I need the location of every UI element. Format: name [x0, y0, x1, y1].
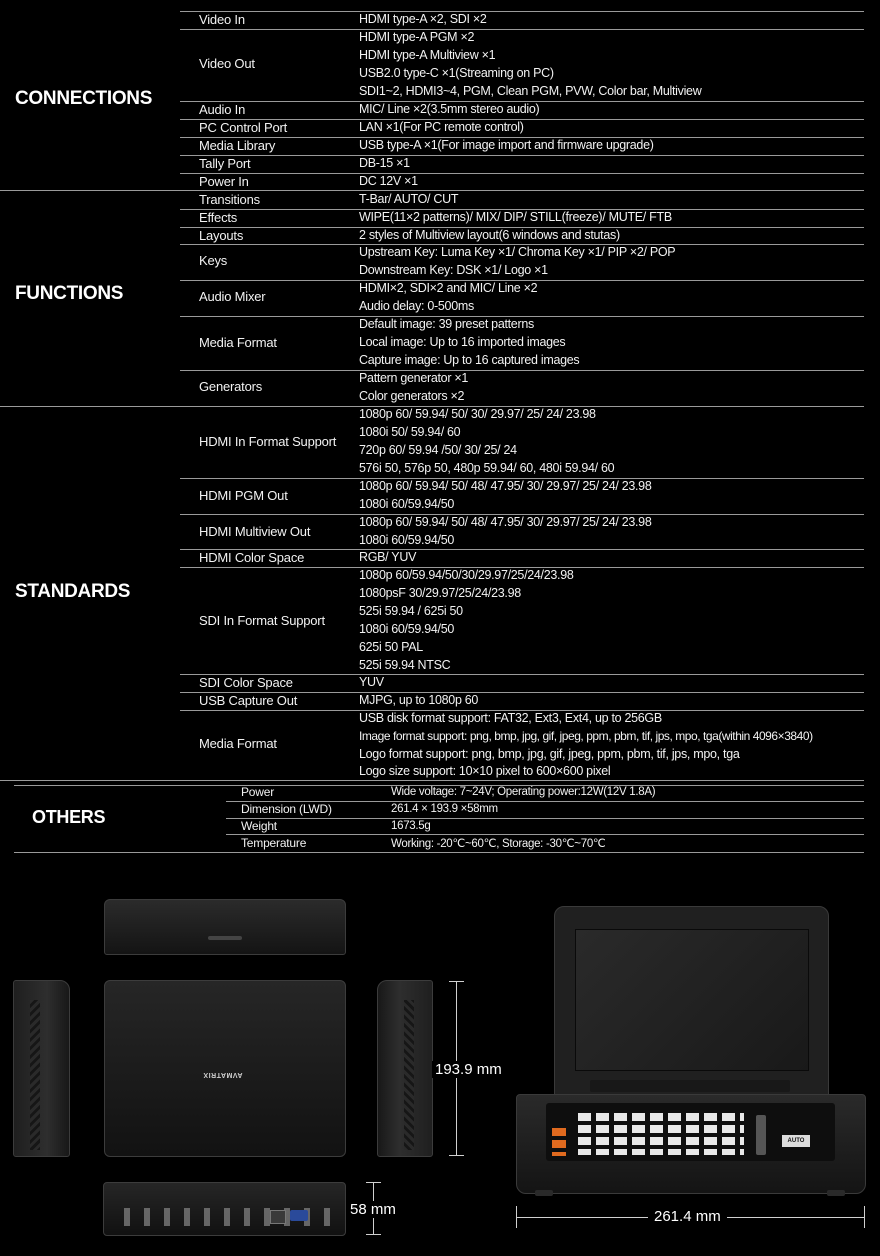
- device-foot: [827, 1190, 845, 1196]
- spec-label: HDMI Color Space: [199, 550, 305, 565]
- spec-value: 1080i 60/59.94/50: [359, 622, 454, 636]
- row-rule: [180, 173, 864, 174]
- spec-label: Media Library: [199, 138, 276, 153]
- width-dimension-tick: [864, 1206, 865, 1228]
- control-buttons: [578, 1113, 744, 1155]
- spec-value: Logo format support: png, bmp, jpg, gif, jpeg, ppm, pbm, tif, jps, mpo, tga: [359, 747, 740, 761]
- brand-logo: AVMATRIX: [203, 1071, 243, 1078]
- spec-value: 576i 50, 576p 50, 480p 59.94/ 60, 480i 59.94/ 60: [359, 461, 615, 475]
- spec-label: HDMI Multiview Out: [199, 524, 311, 539]
- spec-value: HDMI type-A ×2, SDI ×2: [359, 12, 487, 26]
- row-rule: [180, 29, 864, 30]
- spec-label: Generators: [199, 379, 263, 394]
- spec-label: SDI In Format Support: [199, 613, 325, 628]
- spec-value: 1673.5g: [391, 820, 431, 832]
- lan-port: [270, 1210, 286, 1224]
- spec-label: PC Control Port: [199, 120, 288, 135]
- spec-value: Pattern generator ×1: [359, 371, 469, 385]
- spec-value: Logo size support: 10×10 pixel to 600×600 pixel: [359, 764, 611, 778]
- device-left-grip: [30, 1000, 40, 1150]
- depth-dimension-label: 193.9 mm: [432, 1061, 505, 1078]
- spec-value: Default image: 39 preset patterns: [359, 317, 534, 331]
- spec-value: 1080p 60/ 59.94/ 50/ 30/ 29.97/ 25/ 24/ 23.98: [359, 407, 596, 421]
- spec-label: Tally Port: [199, 156, 251, 171]
- spec-value: 525i 59.94 / 625i 50: [359, 604, 463, 618]
- spec-value: Image format support: png, bmp, jpg, gif, jpeg, ppm, pbm, tif, jps, mpo, tga(within 4096×3840): [359, 729, 813, 743]
- spec-label: Dimension (LWD): [241, 802, 332, 816]
- spec-value: 625i 50 PAL: [359, 640, 423, 654]
- width-dimension-tick: [516, 1206, 517, 1228]
- height-dimension-tick: [366, 1234, 381, 1235]
- spec-value: HDMI×2, SDI×2 and MIC/ Line ×2: [359, 281, 538, 295]
- spec-value: 261.4 × 193.9 ×58mm: [391, 803, 498, 815]
- section-rule: [180, 11, 864, 12]
- spec-label: Power: [241, 785, 275, 799]
- spec-value: Wide voltage: 7~24V; Operating power:12W(12V 1.8A): [391, 786, 656, 798]
- height-dimension-label: 58 mm: [350, 1201, 396, 1218]
- spec-value: HDMI type-A Multiview ×1: [359, 48, 496, 62]
- spec-label: Layouts: [199, 228, 244, 243]
- spec-label: HDMI In Format Support: [199, 434, 337, 449]
- device-top-view: [104, 980, 346, 1157]
- spec-value: DC 12V ×1: [359, 174, 418, 188]
- device-left-view: [13, 980, 70, 1157]
- spec-value: 1080p 60/59.94/50/30/29.97/25/24/23.98: [359, 568, 574, 582]
- spec-label: Audio In: [199, 102, 246, 117]
- spec-value: MIC/ Line ×2(3.5mm stereo audio): [359, 102, 540, 116]
- orange-buttons: [552, 1128, 566, 1156]
- depth-dimension-tick: [449, 981, 464, 982]
- spec-value: USB disk format support: FAT32, Ext3, Ext4, up to 256GB: [359, 711, 662, 725]
- spec-label: SDI Color Space: [199, 675, 293, 690]
- spec-value: YUV: [359, 675, 384, 689]
- device-hinge: [590, 1080, 790, 1092]
- spec-value: 1080psF 30/29.97/25/24/23.98: [359, 586, 521, 600]
- row-rule: [226, 818, 864, 819]
- functions-title: FUNCTIONS: [15, 283, 124, 304]
- spec-value: 1080i 60/59.94/50: [359, 533, 454, 547]
- spec-value: Color generators ×2: [359, 389, 465, 403]
- spec-value: LAN ×1(For PC remote control): [359, 120, 524, 134]
- spec-label: Media Format: [199, 736, 277, 751]
- spec-value: 525i 59.94 NTSC: [359, 658, 451, 672]
- spec-value: 1080i 50/ 59.94/ 60: [359, 425, 461, 439]
- spec-value: DB-15 ×1: [359, 156, 410, 170]
- spec-label: Weight: [241, 819, 277, 833]
- spec-label: Transitions: [199, 192, 260, 207]
- width-dimension-label: 261.4 mm: [648, 1208, 727, 1225]
- spec-value: 720p 60/ 59.94 /50/ 30/ 25/ 24: [359, 443, 517, 457]
- spec-value: USB type-A ×1(For image import and firmware upgrade): [359, 138, 654, 152]
- spec-value: Working: -20℃~60℃, Storage: -30℃~70℃: [391, 838, 606, 850]
- spec-value: Upstream Key: Luma Key ×1/ Chroma Key ×1/ PIP ×2/ POP: [359, 245, 676, 259]
- auto-button: AUTO: [782, 1135, 810, 1147]
- device-latch: [208, 936, 242, 940]
- height-dimension-tick: [366, 1182, 381, 1183]
- spec-value: RGB/ YUV: [359, 550, 417, 564]
- spec-value: 1080p 60/ 59.94/ 50/ 48/ 47.95/ 30/ 29.97/ 25/ 24/ 23.98: [359, 479, 652, 493]
- section-divider: [0, 780, 864, 781]
- spec-label: HDMI PGM Out: [199, 488, 288, 503]
- spec-label: Effects: [199, 210, 238, 225]
- others-title: OTHERS: [32, 807, 106, 827]
- spec-value: T-Bar/ AUTO/ CUT: [359, 192, 459, 206]
- spec-value: 1080i 60/59.94/50: [359, 497, 454, 511]
- spec-label: Temperature: [241, 836, 307, 850]
- spec-label: Audio Mixer: [199, 289, 266, 304]
- standards-title: STANDARDS: [15, 581, 131, 602]
- spec-value: HDMI type-A PGM ×2: [359, 30, 475, 44]
- section-divider: [0, 190, 864, 191]
- spec-value: USB2.0 type-C ×1(Streaming on PC): [359, 66, 554, 80]
- depth-dimension-tick: [449, 1155, 464, 1156]
- spec-value: WIPE(11×2 patterns)/ MIX/ DIP/ STILL(freeze)/ MUTE/ FTB: [359, 210, 672, 224]
- spec-value: SDI1~2, HDMI3~4, PGM, Clean PGM, PVW, Color bar, Multiview: [359, 84, 702, 98]
- spec-label: Keys: [199, 253, 228, 268]
- spec-label: Power In: [199, 174, 249, 189]
- spec-label: Video In: [199, 12, 245, 27]
- spec-value: Downstream Key: DSK ×1/ Logo ×1: [359, 263, 548, 277]
- spec-value: Local image: Up to 16 imported images: [359, 335, 566, 349]
- spec-label: Video Out: [199, 56, 255, 71]
- tally-port: [290, 1210, 308, 1221]
- spec-value: Audio delay: 0-500ms: [359, 299, 474, 313]
- device-foot: [535, 1190, 553, 1196]
- t-bar: [756, 1115, 766, 1155]
- connections-title: CONNECTIONS: [15, 88, 153, 109]
- row-rule: [180, 370, 864, 371]
- device-front-view: [104, 899, 346, 955]
- device-screen: [575, 929, 809, 1071]
- section-rule: [14, 852, 864, 853]
- spec-label: USB Capture Out: [199, 693, 298, 708]
- spec-value: 1080p 60/ 59.94/ 50/ 48/ 47.95/ 30/ 29.97/ 25/ 24/ 23.98: [359, 515, 652, 529]
- device-right-grip: [404, 1000, 414, 1150]
- spec-value: MJPG, up to 1080p 60: [359, 693, 479, 707]
- spec-label: Media Format: [199, 335, 277, 350]
- spec-value: 2 styles of Multiview layout(6 windows and stutas): [359, 228, 620, 242]
- row-rule: [180, 155, 864, 156]
- spec-value: Capture image: Up to 16 captured images: [359, 353, 580, 367]
- row-rule: [226, 834, 864, 835]
